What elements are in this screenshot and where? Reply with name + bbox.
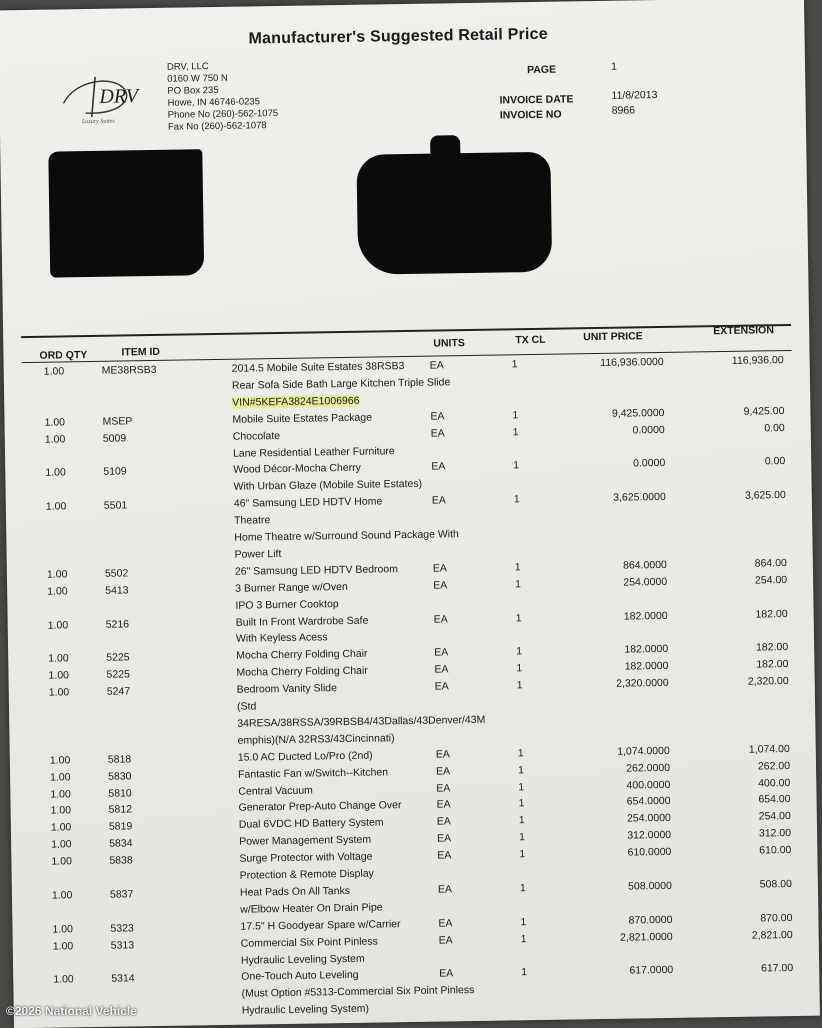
cell-unit: 508.0000 xyxy=(628,879,672,893)
cell-ext: 617.00 xyxy=(760,962,794,975)
cell-unit: 9,425.0000 xyxy=(611,406,665,420)
cell-units: EA xyxy=(436,798,451,811)
cell-units: EA xyxy=(437,832,452,845)
drv-logo xyxy=(55,68,160,128)
cell-qty: 1.00 xyxy=(50,804,72,818)
logo-text: DRV xyxy=(99,85,139,108)
cell-desc: Lane Residential Leather Furniture xyxy=(232,444,395,460)
cell-tx: 1 xyxy=(512,408,519,422)
col-units: UNITS xyxy=(433,337,465,350)
cell-ext: 262.00 xyxy=(757,759,791,773)
document-title: Manufacturer's Suggested Retail Price xyxy=(248,25,548,48)
cell-desc: Wood Décor-Mocha Cherry xyxy=(233,462,361,477)
cell-desc: 46" Samsung LED HDTV Home xyxy=(233,495,383,510)
cell-units: EA xyxy=(435,764,451,778)
cell-item: 5216 xyxy=(105,617,130,631)
page-value: 1 xyxy=(610,60,617,73)
cell-desc: Fantastic Fan w/Switch--Kitchen xyxy=(237,765,389,781)
redaction-block-left xyxy=(48,149,204,277)
cell-qty: 1.00 xyxy=(52,939,74,953)
cell-unit: 3,625.0000 xyxy=(613,491,666,504)
cell-tx: 1 xyxy=(519,831,526,844)
company-address xyxy=(167,60,279,134)
cell-desc: With Keyless Acess xyxy=(235,631,328,646)
cell-unit: 610.0000 xyxy=(627,846,672,859)
company-address2: PO Box 235 xyxy=(167,84,219,97)
col-unit-price: UNIT PRICE xyxy=(583,330,643,344)
cell-tx: 1 xyxy=(513,459,520,472)
cell-ext: 2,320.00 xyxy=(747,675,789,688)
cell-desc: IPO 3 Burner Cooktop xyxy=(235,597,339,612)
cell-unit: 2,821.0000 xyxy=(620,930,673,944)
cell-unit: 1,074.0000 xyxy=(617,744,670,758)
cell-qty: 1.00 xyxy=(51,838,72,851)
cell-item: MSEP xyxy=(102,415,133,428)
cell-ext: 870.00 xyxy=(760,911,793,925)
company-city: Howe, IN 46746-0235 xyxy=(167,96,261,109)
cell-tx: 1 xyxy=(520,915,527,928)
cell-unit: 400.0000 xyxy=(626,778,671,792)
cell-desc: One-Touch Auto Leveling xyxy=(241,969,359,984)
cell-item: 5314 xyxy=(111,972,135,986)
cell-unit: 182.0000 xyxy=(624,660,669,673)
cell-unit: 312.0000 xyxy=(627,829,672,842)
cell-item: 5502 xyxy=(104,567,129,580)
cell-qty: 1.00 xyxy=(52,923,74,936)
cell-desc: Surge Protector with Voltage xyxy=(239,850,373,865)
cell-qty: 1.00 xyxy=(50,821,72,834)
cell-desc: Protection & Remote Display xyxy=(239,867,374,882)
company-fax: Fax No (260)-562-1078 xyxy=(167,120,267,133)
col-tx-cl: TX CL xyxy=(515,333,546,347)
cell-item: 5109 xyxy=(103,465,127,479)
cell-desc: (Std xyxy=(236,700,257,713)
cell-desc: (Must Option #5313-Commercial Six Point Pinless xyxy=(241,984,475,1000)
cell-units: EA xyxy=(437,849,452,862)
cell-item: 5501 xyxy=(103,499,128,512)
cell-ext: 610.00 xyxy=(759,844,792,857)
cell-units: EA xyxy=(435,748,450,761)
cell-desc: 2014.5 Mobile Suite Estates 38RSB3 xyxy=(231,360,405,375)
cell-desc: With Urban Glaze (Mobile Suite Estates) xyxy=(233,478,423,494)
cell-desc: Dual 6VDC HD Battery System xyxy=(238,816,384,832)
cell-item: 5838 xyxy=(109,854,133,867)
cell-units: EA xyxy=(434,646,449,659)
cell-desc: Hydraulic Leveling System) xyxy=(241,1002,370,1017)
cell-unit: 262.0000 xyxy=(626,761,671,775)
cell-desc: Bedroom Vanity Slide xyxy=(236,682,338,696)
cell-units: EA xyxy=(431,460,446,474)
cell-tx: 1 xyxy=(512,425,519,438)
cell-desc: 15.0 AC Ducted Lo/Pro (2nd) xyxy=(237,749,373,764)
redaction-block-right xyxy=(356,152,552,275)
cell-desc: Power Management System xyxy=(239,833,372,848)
cell-ext: 654.00 xyxy=(758,793,791,806)
redaction-block-right-top xyxy=(430,135,460,163)
col-extension: EXTENSION xyxy=(713,324,774,338)
invoice-no-value: 8966 xyxy=(611,104,636,117)
cell-tx: 1 xyxy=(518,814,525,827)
cell-unit: 116,936.0000 xyxy=(600,355,664,369)
cell-units: EA xyxy=(438,917,453,930)
cell-qty: 1.00 xyxy=(51,889,73,902)
cell-item: 5819 xyxy=(108,820,133,834)
cell-tx: 1 xyxy=(519,882,526,895)
cell-ext: 3,625.00 xyxy=(744,489,786,502)
cell-ext: 182.00 xyxy=(756,658,789,671)
cell-tx: 1 xyxy=(516,679,523,692)
cell-ext: 0.00 xyxy=(764,421,785,435)
cell-tx: 1 xyxy=(520,932,527,945)
cell-desc: Heat Pads On All Tanks xyxy=(239,884,351,899)
cell-units: EA xyxy=(436,815,451,828)
cell-ext: 182.00 xyxy=(755,607,788,621)
cell-desc: 34RESA/38RSSA/39RBSB4/43Dallas/43Denver/43M xyxy=(237,713,486,730)
invoice-date-label: INVOICE DATE xyxy=(499,93,574,107)
page-label: PAGE xyxy=(526,63,557,77)
invoice-no-label: INVOICE NO xyxy=(499,108,562,122)
cell-unit: 654.0000 xyxy=(626,795,671,809)
cell-tx: 1 xyxy=(514,561,521,574)
cell-item: 5830 xyxy=(108,769,132,783)
cell-units: EA xyxy=(430,427,445,440)
cell-qty: 1.00 xyxy=(46,568,68,581)
cell-desc: Chocolate xyxy=(232,429,281,443)
cell-item: 5009 xyxy=(102,432,127,445)
cell-desc: Home Theatre w/Surround Sound Package With xyxy=(234,528,459,544)
cell-ext: 312.00 xyxy=(758,827,792,840)
cell-tx: 1 xyxy=(515,611,522,624)
cell-tx: 1 xyxy=(513,493,520,506)
cell-desc: Commercial Six Point Pinless xyxy=(240,935,378,950)
cell-desc: emphis)(N/A 32RS3/43Cincinnati) xyxy=(237,732,395,747)
cell-qty: 1.00 xyxy=(45,500,67,513)
cell-item: 5812 xyxy=(108,803,133,817)
cell-units: EA xyxy=(434,680,449,693)
cell-unit: 182.0000 xyxy=(624,643,669,656)
cell-ext: 9,425.00 xyxy=(743,404,785,418)
header-rule xyxy=(21,324,791,338)
cell-qty: 1.00 xyxy=(49,754,71,767)
cell-item: 5247 xyxy=(106,685,131,698)
company-name: DRV, LLC xyxy=(166,61,209,73)
cell-item: 5413 xyxy=(105,584,129,597)
cell-units: EA xyxy=(434,663,449,676)
cell-qty: 1.00 xyxy=(48,652,69,665)
cell-qty: 1.00 xyxy=(47,618,69,632)
cell-ext: 182.00 xyxy=(755,641,789,654)
cell-qty: 1.00 xyxy=(43,365,65,378)
cell-ext: 254.00 xyxy=(758,810,791,823)
cell-desc: Generator Prep-Auto Change Over xyxy=(238,799,402,815)
cell-desc: Mocha Cherry Folding Chair xyxy=(236,647,368,663)
cell-item: 5225 xyxy=(106,651,130,665)
cell-tx: 1 xyxy=(517,746,524,760)
cell-unit: 2,320.0000 xyxy=(616,677,669,690)
logo-tagline: Luxury Suites xyxy=(81,118,115,126)
company-phone: Phone No (260)-562-1075 xyxy=(167,108,279,121)
cell-ext: 2,821.00 xyxy=(751,928,793,942)
col-ord-qty: ORD QTY xyxy=(39,349,88,362)
cell-qty: 1.00 xyxy=(47,585,68,598)
cell-desc: Central Vacuum xyxy=(238,784,313,798)
cell-desc: 26" Samsung LED HDTV Bedroom xyxy=(234,562,399,578)
cell-qty: 1.00 xyxy=(51,855,72,868)
cell-desc: w/Elbow Heater On Drain Pipe xyxy=(240,901,383,916)
cell-unit: 870.0000 xyxy=(628,913,673,927)
cell-item: 5313 xyxy=(110,938,135,952)
cell-unit: 254.0000 xyxy=(623,575,668,589)
cell-desc: Power Lift xyxy=(234,547,282,561)
cell-units: EA xyxy=(439,967,454,980)
cell-unit: 182.0000 xyxy=(623,609,668,623)
watermark: ©2026 National Vehicle xyxy=(6,1004,137,1018)
cell-qty: 1.00 xyxy=(48,686,70,699)
cell-item: 5837 xyxy=(109,888,134,901)
cell-qty: 1.00 xyxy=(50,770,71,784)
cell-qty: 1.00 xyxy=(48,669,70,682)
cell-item: 5810 xyxy=(108,786,132,800)
cell-tx: 1 xyxy=(519,848,526,861)
cell-qty: 1.00 xyxy=(44,416,66,429)
cell-ext: 116,936.00 xyxy=(731,354,784,367)
cell-desc: Theatre xyxy=(234,514,271,527)
cell-qty: 1.00 xyxy=(45,466,66,480)
cell-units: EA xyxy=(431,494,446,507)
cell-ext: 864.00 xyxy=(754,556,787,570)
cell-ext: 254.00 xyxy=(754,573,788,587)
cell-tx: 1 xyxy=(516,662,523,675)
cell-item: 5323 xyxy=(110,922,134,935)
cell-item: ME38RSB3 xyxy=(101,363,157,377)
cell-unit: 617.0000 xyxy=(629,964,674,977)
cell-item: 5818 xyxy=(107,753,132,766)
cell-units: EA xyxy=(438,933,453,947)
cell-unit: 0.0000 xyxy=(633,457,666,470)
cell-desc: 17.5" H Goodyear Spare w/Carrier xyxy=(240,917,401,933)
cell-desc: 3 Burner Range w/Oven xyxy=(235,580,348,595)
company-address1: 0160 W 750 N xyxy=(167,72,228,85)
invoice-date-value: 11/8/2013 xyxy=(611,89,658,102)
cell-unit: 254.0000 xyxy=(626,812,671,825)
col-item-id: ITEM ID xyxy=(121,345,161,359)
cell-tx: 1 xyxy=(511,358,518,371)
cell-ext: 508.00 xyxy=(759,877,792,891)
cell-tx: 1 xyxy=(516,645,523,658)
cell-ext: 400.00 xyxy=(758,776,791,790)
cell-units: EA xyxy=(430,410,445,423)
cell-units: EA xyxy=(429,359,444,372)
cell-desc: Built In Front Wardrobe Safe xyxy=(235,614,369,629)
cell-item: 5834 xyxy=(109,837,133,850)
cell-desc: VIN#5KEFA3824E1006966 xyxy=(232,394,360,409)
cell-desc: Mobile Suite Estates Package xyxy=(232,411,373,426)
cell-units: EA xyxy=(437,883,453,896)
cell-desc: Rear Sofa Side Bath Large Kitchen Triple Slide xyxy=(231,376,451,392)
cell-tx: 1 xyxy=(517,763,524,776)
cell-unit: 864.0000 xyxy=(622,558,667,572)
cell-tx: 1 xyxy=(515,577,522,591)
cell-qty: 1.00 xyxy=(50,787,71,801)
cell-tx: 1 xyxy=(521,966,528,979)
cell-desc: Mocha Cherry Folding Chair xyxy=(236,664,368,679)
cell-units: EA xyxy=(432,562,447,575)
cell-units: EA xyxy=(433,612,448,626)
cell-tx: 1 xyxy=(518,797,525,810)
cell-units: EA xyxy=(433,579,448,592)
cell-ext: 1,074.00 xyxy=(748,742,790,756)
cell-ext: 0.00 xyxy=(764,455,786,468)
cell-tx: 1 xyxy=(518,780,525,793)
cell-item: 5225 xyxy=(106,668,130,681)
cell-units: EA xyxy=(436,781,451,795)
cell-unit: 0.0000 xyxy=(632,423,665,437)
cell-qty: 1.00 xyxy=(44,432,66,446)
cell-desc: Hydraulic Leveling System xyxy=(240,952,365,967)
cell-qty: 1.00 xyxy=(53,973,74,987)
